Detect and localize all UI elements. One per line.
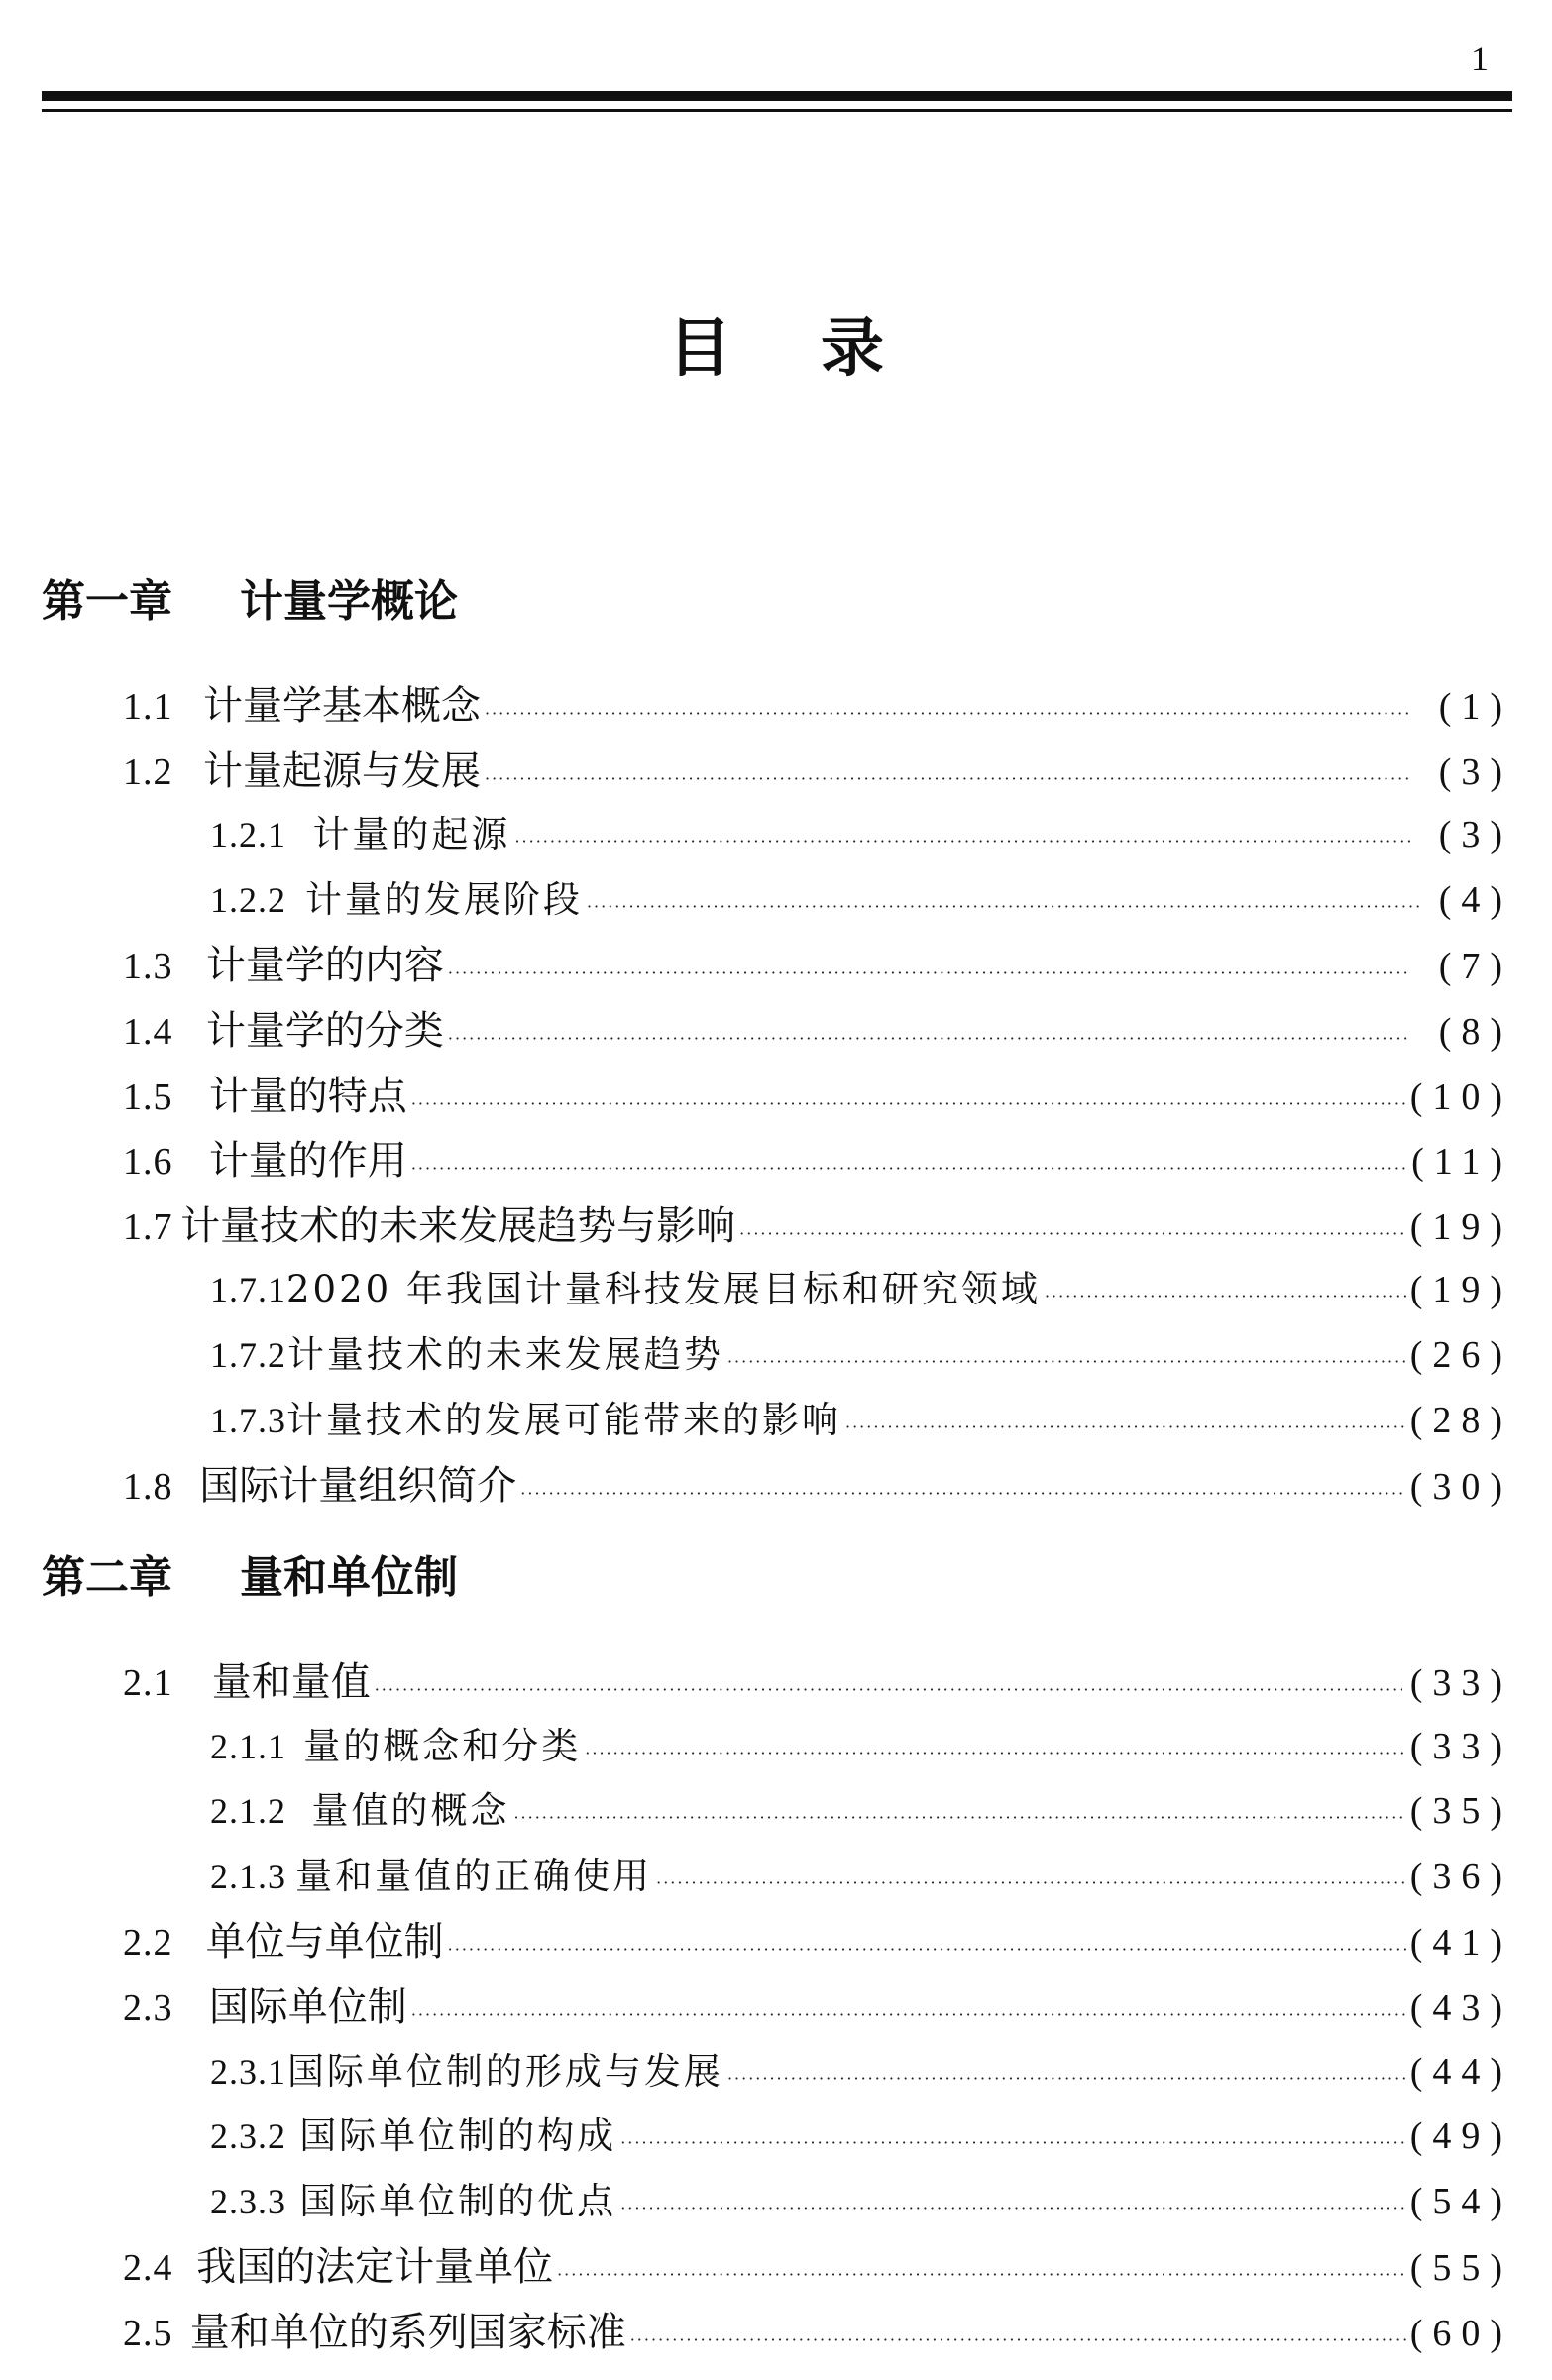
section-number: 2.3 (123, 1987, 173, 2029)
section-number: 2.1.1 (210, 1726, 286, 1766)
dot-leader (375, 1680, 1402, 1699)
page-ref: (19) (1409, 1205, 1512, 1248)
section-number: 2.3.3 (210, 2181, 286, 2221)
section-title: 量的概念和分类 (303, 1724, 582, 1767)
section-number: 2.3.1 (210, 2051, 286, 2092)
section-title: 量和量值的正确使用 (295, 1854, 653, 1897)
section-number: 2.1.2 (210, 1791, 286, 1832)
section-number: 2.3.2 (210, 2116, 286, 2157)
dot-leader (513, 1808, 1405, 1827)
dot-leader (585, 1744, 1405, 1762)
section-number: 1.6 (123, 1141, 173, 1184)
toc-entry[interactable] (0, 674, 1512, 730)
section-title: 计量的起源 (312, 813, 511, 856)
chapter-number: 第一章 (42, 576, 172, 626)
chapter-number: 第二章 (42, 1552, 172, 1603)
toc-entry[interactable] (0, 1846, 1512, 1901)
section-number: 1.2.2 (210, 879, 286, 920)
toc-title: 目录 (668, 312, 973, 386)
page-ref: (28) (1409, 1399, 1512, 1441)
section-title: 量和单位的系列国家标准 (189, 2310, 626, 2355)
toc-entry[interactable] (0, 999, 1512, 1055)
section-title: 国际单位制的构成 (299, 2114, 617, 2158)
toc-entry[interactable] (0, 1716, 1512, 1771)
section-title: 计量学的分类 (205, 1008, 444, 1054)
toc-entry[interactable] (0, 1065, 1512, 1120)
toc-entry[interactable] (0, 1259, 1512, 1314)
section-title: 计量学的内容 (205, 943, 444, 989)
page-ref: (3) (1438, 814, 1513, 856)
toc-entry[interactable] (0, 1390, 1512, 1445)
section-number: 1.3 (123, 946, 173, 988)
dot-leader (620, 2133, 1406, 2152)
section-number: 2.1.3 (210, 1856, 286, 1896)
section-title: 2020 年我国计量科技发展目标和研究领域 (286, 1268, 1041, 1311)
section-title: 计量的特点 (208, 1073, 407, 1119)
section-number: 1.7.3 (210, 1400, 286, 1440)
page-ref: (19) (1409, 1269, 1512, 1311)
section-number: 1.4 (123, 1011, 173, 1053)
page-ref: (60) (1409, 2313, 1512, 2354)
toc-entry[interactable] (0, 1910, 1512, 1966)
dot-leader (587, 897, 1422, 916)
section-number: 1.8 (123, 1466, 173, 1509)
chapter-title: 量和单位制 (240, 1552, 458, 1603)
toc-entry[interactable] (0, 2301, 1512, 2356)
section-title: 量和量值 (211, 1659, 371, 1705)
section-title: 计量技术的发展可能带来的影响 (286, 1398, 841, 1441)
section-title: 国际计量组织简介 (199, 1463, 517, 1510)
page-ref: (44) (1409, 2050, 1512, 2093)
toc-entry[interactable] (0, 1780, 1512, 1836)
toc-entry[interactable] (0, 2171, 1512, 2226)
section-title: 计量起源与发展 (203, 747, 481, 794)
toc-entry[interactable] (0, 2105, 1512, 2161)
page-ref: (3) (1438, 750, 1513, 793)
dot-leader (411, 1159, 1406, 1178)
section-title: 计量的作用 (208, 1138, 407, 1185)
toc-entry[interactable] (0, 1454, 1512, 1510)
dot-leader (485, 704, 1412, 723)
section-title: 我国的法定计量单位 (196, 2244, 554, 2291)
dot-leader (739, 1224, 1406, 1243)
section-title: 国际单位制的优点 (299, 2179, 617, 2222)
dot-leader (727, 1352, 1406, 1371)
dot-leader (656, 1873, 1406, 1892)
section-title: 计量的发展阶段 (304, 877, 583, 921)
page-ref: (11) (1411, 1141, 1512, 1184)
section-title: 量值的概念 (311, 1789, 510, 1833)
dot-leader (448, 1029, 1409, 1048)
toc-entry[interactable] (0, 1194, 1512, 1250)
dot-leader (727, 2069, 1406, 2088)
toc-entry[interactable] (0, 1324, 1512, 1380)
toc-entry[interactable] (0, 2235, 1512, 2291)
page-ref: (33) (1409, 1662, 1512, 1704)
toc-entry[interactable] (0, 869, 1512, 925)
page-ref: (43) (1409, 1987, 1512, 2029)
dot-leader (520, 1484, 1405, 1503)
chapter-title: 计量学概论 (240, 576, 458, 626)
toc-entry[interactable] (0, 1976, 1512, 2031)
dot-leader (411, 1094, 1406, 1113)
dot-leader (620, 2199, 1406, 2217)
section-number: 2.4 (123, 2247, 173, 2290)
toc-entry[interactable] (0, 1129, 1512, 1185)
dot-leader (1045, 1287, 1406, 1305)
toc-entry[interactable] (0, 1650, 1512, 1706)
header-rule-thick (42, 91, 1512, 101)
section-number: 1.7.1 (210, 1270, 286, 1310)
dot-leader (557, 2265, 1406, 2284)
page-ref: (55) (1409, 2247, 1512, 2290)
page-ref: (10) (1409, 1076, 1512, 1118)
page-number: 1 (1471, 39, 1489, 78)
section-number: 2.2 (123, 1922, 173, 1965)
section-title: 国际单位制 (208, 1984, 407, 2030)
section-title: 单位与单位制 (205, 1919, 444, 1966)
section-number: 1.2 (123, 750, 173, 793)
page-ref: (4) (1438, 878, 1513, 921)
dot-leader (448, 963, 1409, 982)
dot-leader (448, 1940, 1406, 1959)
section-number: 1.1 (123, 686, 173, 728)
page-ref: (49) (1409, 2115, 1512, 2158)
toc-entry[interactable] (0, 934, 1512, 989)
dot-leader (630, 2330, 1406, 2349)
page-ref: (41) (1409, 1922, 1512, 1965)
page-ref: (8) (1438, 1011, 1512, 1053)
dot-leader (485, 769, 1412, 788)
section-title: 计量技术的未来发展趋势 (286, 1333, 723, 1376)
page-ref: (7) (1438, 946, 1512, 988)
dot-leader (411, 2005, 1406, 2024)
dot-leader (514, 832, 1415, 850)
page-ref: (26) (1409, 1334, 1512, 1376)
header-rule-thin (42, 109, 1512, 112)
page-ref: (36) (1409, 1855, 1512, 1897)
section-title: 计量学基本概念 (203, 683, 481, 729)
page-ref: (1) (1438, 686, 1513, 728)
section-title: 国际单位制的形成与发展 (286, 2049, 723, 2093)
toc-entry[interactable] (0, 739, 1512, 795)
page-ref: (54) (1409, 2180, 1512, 2222)
section-title: 计量技术的未来发展趋势与影响 (180, 1202, 736, 1249)
section-number: 1.2.1 (210, 815, 286, 855)
dot-leader (845, 1417, 1406, 1436)
section-number: 2.1 (123, 1662, 173, 1704)
toc-entry[interactable] (0, 2041, 1512, 2097)
section-number: 1.5 (123, 1076, 173, 1118)
toc-entry[interactable] (0, 804, 1512, 859)
chapter-heading (42, 1541, 458, 1605)
section-number: 1.7.2 (210, 1335, 286, 1375)
section-number: 1.7 (123, 1205, 173, 1248)
section-number: 2.5 (123, 2313, 173, 2354)
page-ref: (30) (1409, 1466, 1512, 1509)
page-ref: (35) (1409, 1790, 1512, 1833)
page-ref: (33) (1409, 1725, 1512, 1767)
chapter-heading (42, 565, 458, 628)
